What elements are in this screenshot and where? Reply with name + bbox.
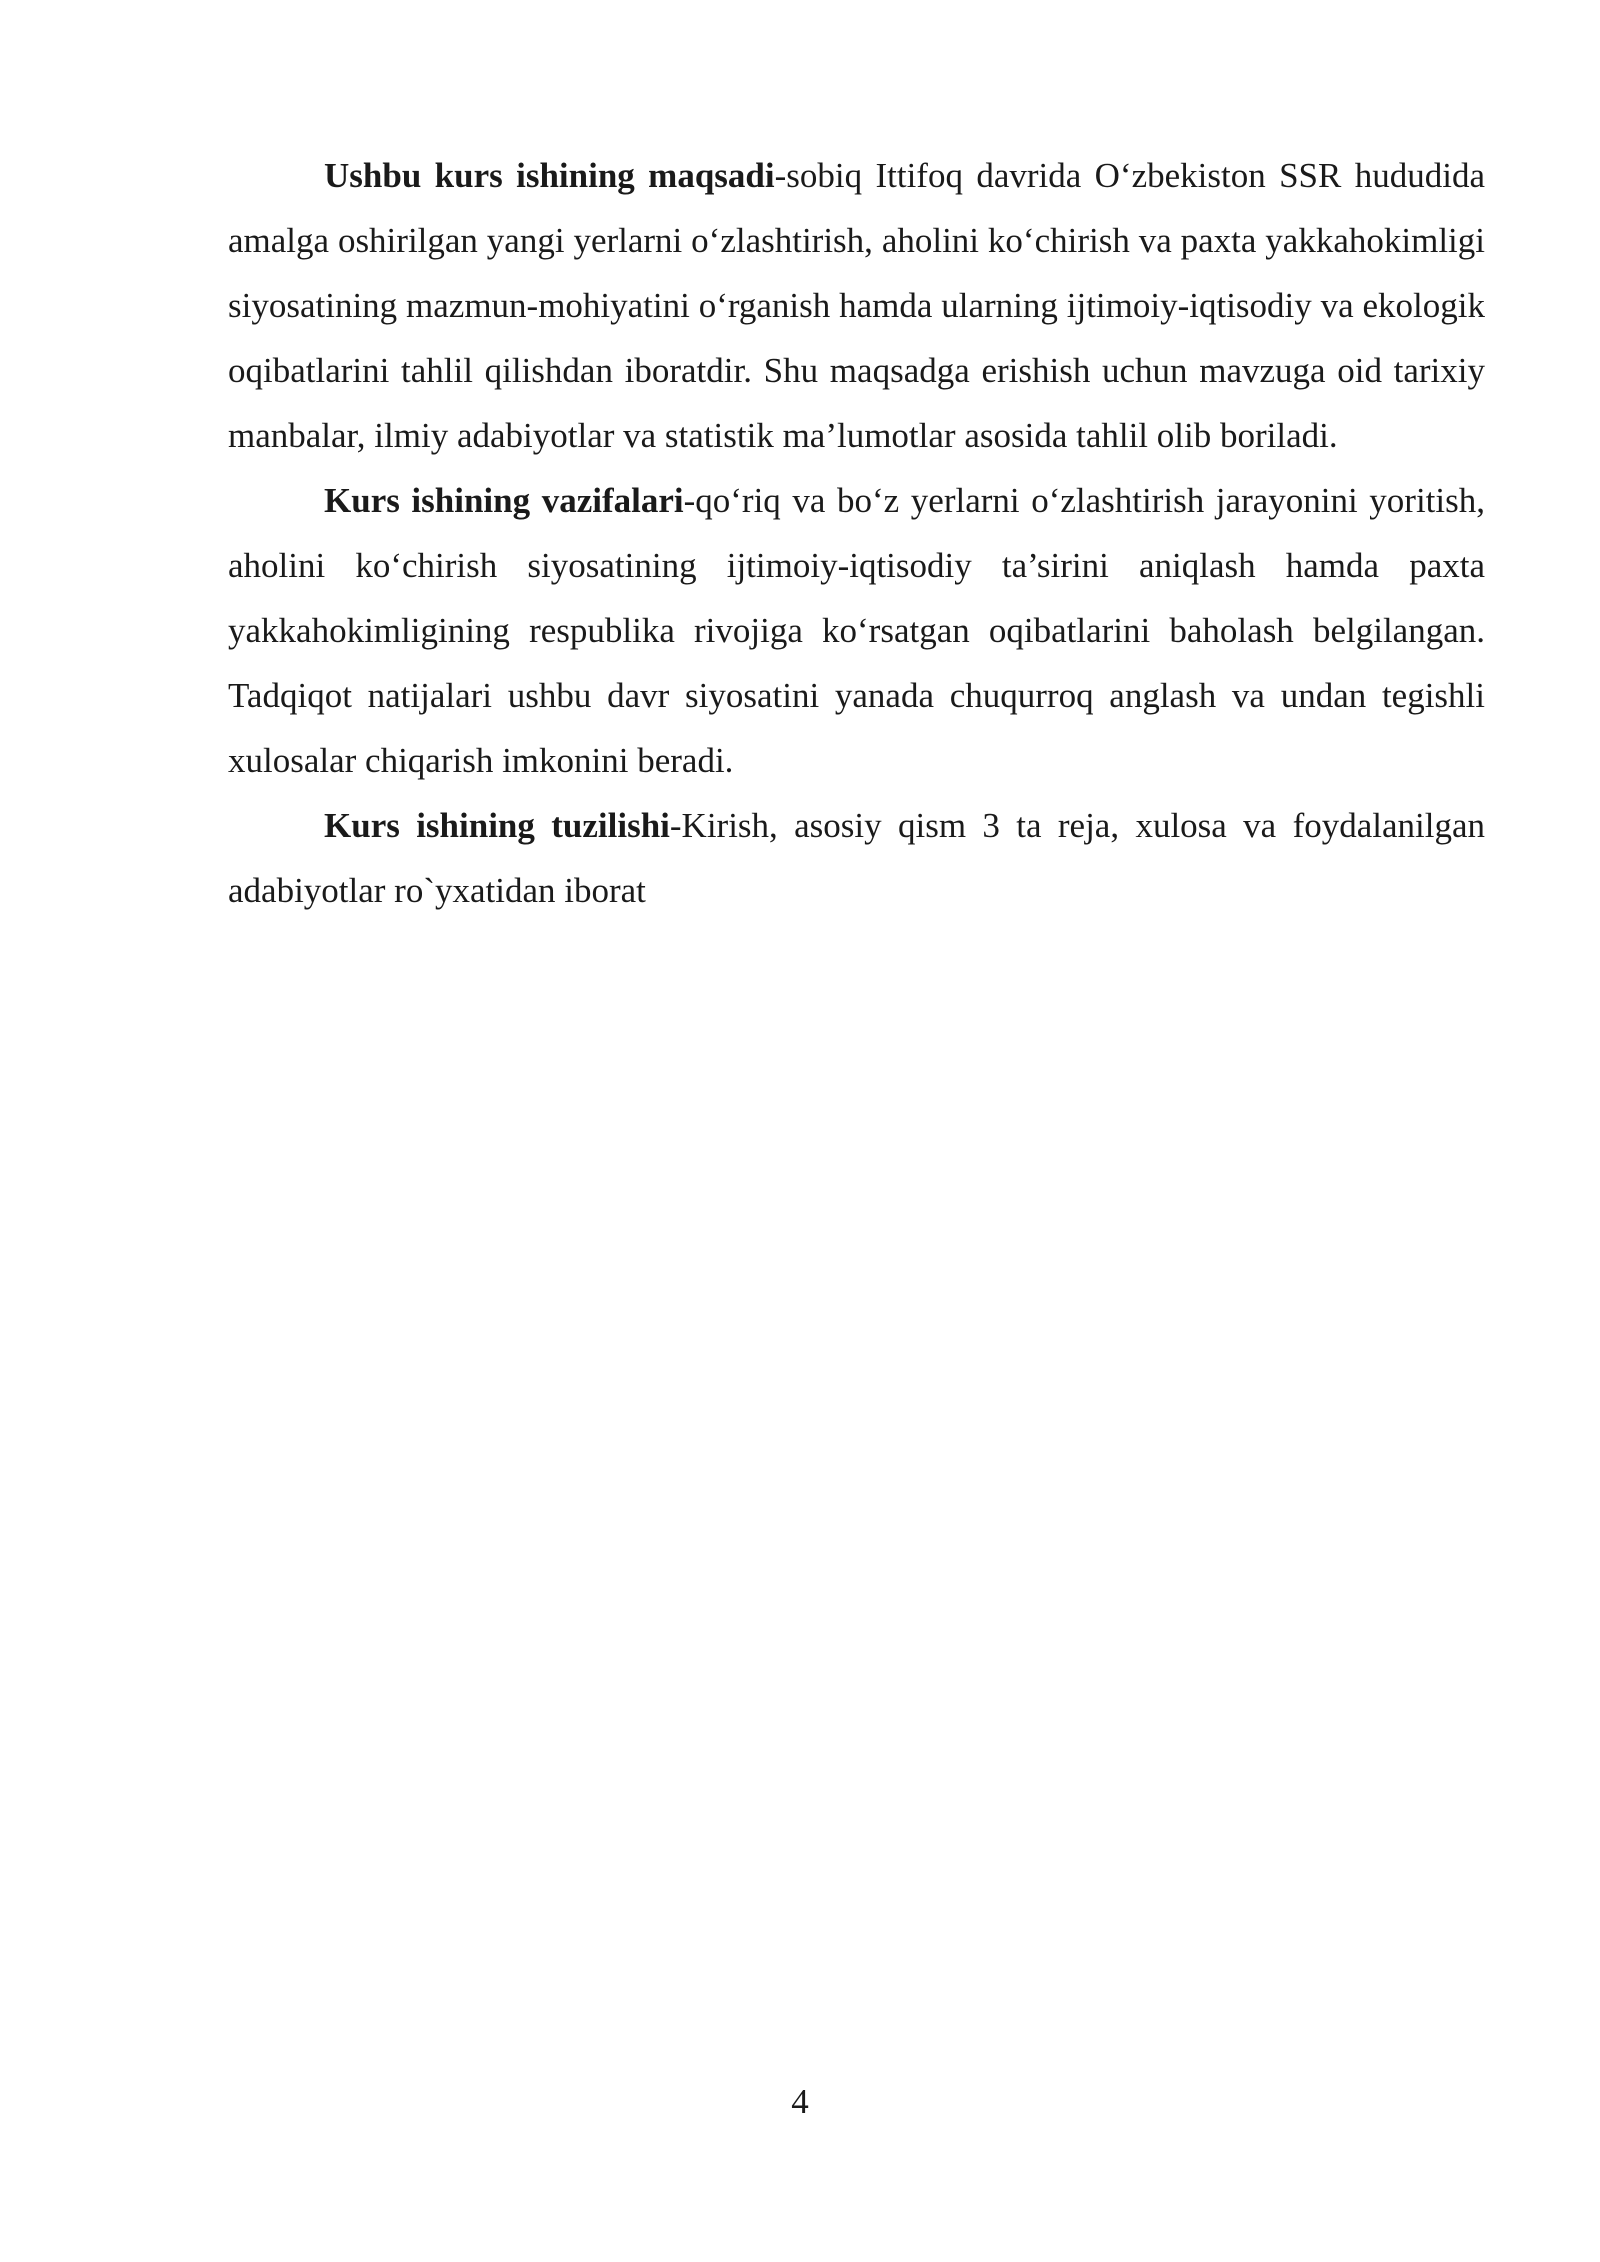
paragraph-tasks-text: -qo‘riq va bo‘z yerlarni o‘zlashtirish jarayonini yoritish, aholini ko‘chirish siyosatining ijtimoiy-iqtisodiy ta’sirini aniqlash hamda paxta yakkahokimligining respublika rivojiga ko‘rsatgan oqibatlarini baholash belgilangan. Tadqiqot natijalari ushbu davr siyosatini yanada chuqurroq anglash va undan tegishli xulosalar chiqarish imkonini beradi. (228, 481, 1485, 780)
paragraph-structure-heading: Kurs ishining tuzilishi (324, 806, 670, 845)
page-body (228, 143, 1485, 923)
page-number: 4 (791, 2082, 809, 2121)
paragraph-goal (228, 143, 1485, 468)
paragraph-goal-heading: Ushbu kurs ishining maqsadi (324, 156, 775, 195)
paragraph-tasks-heading: Kurs ishining vazifalari (324, 481, 684, 520)
paragraph-structure-text: -Kirish, asosiy qism 3 ta reja, xulosa va foydalanilgan adabiyotlar ro`yxatidan iborat (228, 806, 1486, 910)
paragraph-tasks (228, 468, 1485, 793)
paragraph-structure (228, 793, 1485, 923)
paragraph-goal-text: -sobiq Ittifoq davrida O‘zbekiston SSR hududida amalga oshirilgan yangi yerlarni o‘zlashtirish, aholini ko‘chirish va paxta yakkahokimligi siyosatining mazmun-mohiyatini o‘rganish hamda ularning ijtimoiy-iqtisodiy va ekologik oqibatlarini tahlil qilishdan iboratdir. Shu maqsadga erishish uchun mavzuga oid tarixiy manbalar, ilmiy adabiyotlar va statistik ma’lumotlar asosida tahlil olib boriladi. (228, 156, 1485, 455)
